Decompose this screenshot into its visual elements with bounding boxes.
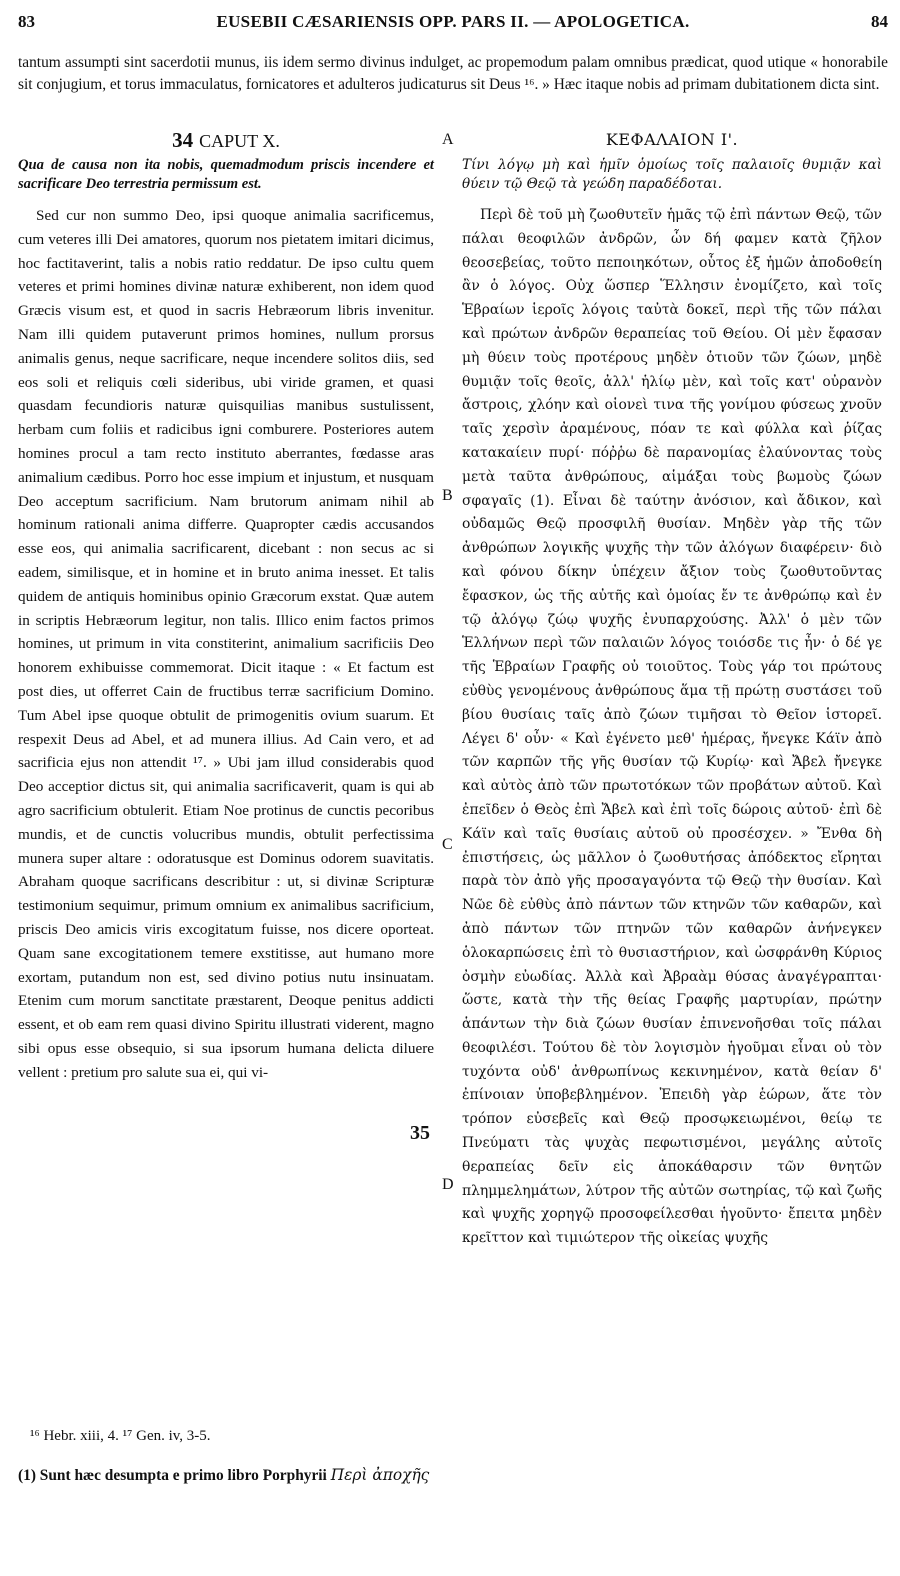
section-marker-c: C <box>442 836 453 853</box>
running-header <box>18 12 888 36</box>
section-marker-d: D <box>442 1176 454 1193</box>
page-number-right: 84 <box>871 12 888 31</box>
section-marker-a: A <box>442 131 454 148</box>
latin-body <box>18 204 434 1084</box>
column-number-34: 34 <box>172 128 194 152</box>
intro-paragraph <box>18 52 888 96</box>
greek-chapter-heading: ΚΕΦΑΛΑΙΟΝ Ι'. <box>605 130 739 149</box>
latin-chapter-title: CAPUT X. <box>199 131 280 151</box>
greek-column <box>462 128 882 1251</box>
latin-chapter-subtitle: Qua de causa non ita nobis, quemadmodum priscis incendere et sacrificare Deo terrestria permissum est. <box>18 157 434 192</box>
greek-body <box>462 204 882 1251</box>
latin-chapter-heading <box>18 128 434 152</box>
footnote-1-latin: (1) Sunt hæc desumpta e primo libro Porphyrii <box>18 1467 327 1484</box>
latin-column <box>18 128 434 1084</box>
footnote-1-greek: Περὶ ἀποχῆς <box>330 1466 430 1484</box>
latin-body-text: Sed cur non summo Deo, ipsi quoque animalia sacrificemus, cum veteres illi Dei amatores, quorum nos pietatem imitari dicimus, hoc factitaverint, talis a nobis ratio reddatur. De ipso cultu quem veteres et primi homines divinæ naturæ exhiberent, non idem quod Græcis visum est, et quod in sacris Hebræorum libris invenitur. Nam illi quidem putaverunt primos homines, nullum prorsus animalis genus, neque sacrificare, neque incendere solitos diis, sed eos soli et reliquis cœli sideribus, ubi viride gramen, et quasi quasdam fecundioris naturæ quisquilias manibus sustulissent, herbam cum foliis et radicibus igni comburere. Posteriores autem homines procul a tam recto instituto aberrantes, fœdasse aras animalium cædibus. Porro hoc esse impium et injustum, et nusquam Deo acceptum sacrificium. Nam brutorum animam nihil ab hominum rationali anima differre. Quapropter cædis accusandos esse eos, qui animalia sacrificarent, dicebant : non secus ac si eadem, similisque, et in homine et in bruto anima inesset. Et talis quidem de antiquis hominibus opinio Græcorum exstat. Quæ autem in scriptis Hebræorum legitur, non talis. Illico enim factos primos homines, ut primum in vita constiterint, animalium sacrificiis Deo honorem exhibuisse commemorat. Dicit itaque : « Et factum est post dies, ut offerret Cain de fructibus terræ sacrificium Domino. Tum Abel ipse quoque obtulit de primogenitis ovium suarum. Et respexit Deus ad Abel, et ad munera illius. Ad Cain vero, et ad sacrificia ejus non attendit ¹⁷. » Ubi jam illud considerabis quod Deo acceptior dictus sit, qui animalia sacrificaverit, quam is qui ab agro sacrificium obtulerit. Etiam Noe protinus de cunctis pecoribus mundis, et de cunctis volucribus mundis, obtulit perfectissima munera super altare : odoratusque est Dominus odorem suavitatis. Abraham quoque sacrificans describitur : ut, si divinæ Scripturæ testimonium sequimur, primum omnium ex animalibus sacrificium, priscis Deo amicis viris excogitatum fuisse, nos dicere oporteat. Quam sane excogitationem temere exstitisse, aut humano more exortam, putandum non est, sed divino potius nutu insinuatam. Etenim cum morum sanctitate præstarent, Deoque penitus addicti essent, et ob eam rem quasi divino Spiritu illustrati viderent, magno sibi opus esse obsequio, si sua ipsorum humana delicta diluere vellent : pretium pro salute sua ei, qui vi- <box>18 207 434 1081</box>
page-number-left: 83 <box>18 12 35 31</box>
column-number-35: 35 <box>410 1122 430 1144</box>
greek-body-text: Περὶ δὲ τοῦ μὴ ζωοθυτεῖν ἡμᾶς τῷ ἐπὶ πάντων Θεῷ, τῶν πάλαι θεοφιλῶν ἀνδρῶν, ὧν δή φαμεν κατὰ ζῆλον θεοσεβείας, τοῦτο πεποιηκότων, οὗτος ἐξ ἡμῶν ἀποδοθείη ἂν ὁ λόγος. Οὐχ ὥσπερ Ἕλλησιν ἐνομίζετο, καὶ τοῖς Ἑβραίων ἱεροῖς λόγοις ταὐτὰ δοκεῖ, περὶ τῆς τῶν πάλαι καὶ πρώτων ἀνδρῶν θεραπείας τοῦ Θείου. Οἱ μὲν ἔφασαν μὴ θύειν τοὺς προτέρους μηδὲν ὁτιοῦν τῶν ζώων, μηδὲ θυμιᾷν τοῖς θεοῖς, ἀλλ' ἡλίῳ μὲν, καὶ τοῖς κατ' οὐρανὸν ἄστροις, χλόην καὶ οἱονεὶ τινα τῆς γονίμου φύσεως χνοῦν ταῖς χερσὶν ἀραμένους, πόαν τε καὶ φύλλα καὶ ῥίζας κατακαίειν πυρί· πόῤῥω δὲ παρανομίας ἐλαύνοντας τοὺς μετὰ ταῦτα ἀνθρώπους, αἱμάξαι τοὺς βωμοὺς ζώων σφαγαῖς (1). Εἶναι δὲ ταύτην ἀνόσιον, καὶ ἄδικον, καὶ οὐδαμῶς Θεῷ προσφιλῆ θυσίαν. Μηδὲν γὰρ τῆς τῶν ἀνθρώπων λογικῆς ψυχῆς τὴν τῶν ἀλόγων διαφέρειν· διὸ καὶ φόνου δίκην ὑπέχειν ἄξιον τοὺς ζωοθυτοῦντας ἔφασκον, ὡς τῆς αὐτῆς καὶ ὁμοίας ἔν τε ἀνθρώπῳ καὶ ἐν τῷ ἀλόγῳ ζώῳ ψυχῆς ἐνυπαρχούσης. Ἀλλ' ὁ μὲν τῶν Ἑλλήνων περὶ τῶν παλαιῶν λόγος τοιόσδε τις ἦν· ὁ δέ γε τῆς Ἑβραίων Γραφῆς οὐ τοιοῦτος. Τοὺς γάρ τοι πρώτους εὐθὺς γενομένους ἀνθρώπους ἅμα τῇ πρώτῃ συστάσει τοῦ βίου θυσίαις ταῖς ἀπὸ ζώων τιμῆσαι τὸ Θεῖον ἱστορεῖ. Λέγει δ' οὖν· « Καὶ ἐγένετο μεθ' ἡμέρας, ἤνεγκε Κάϊν ἀπὸ τῶν καρπῶν τῆς γῆς θυσίαν τῷ Κυρίῳ· καὶ Ἄβελ ἤνεγκε καὶ αὐτὸς ἀπὸ τῶν πρωτοτόκων τῶν προβάτων αὐτοῦ. Καὶ ἐπεῖδεν ὁ Θεὸς ἐπὶ Ἄβελ καὶ ἐπὶ τοῖς δώροις αὐτοῦ· ἐπὶ δὲ Κάϊν καὶ ταῖς θυσίαις αὐτοῦ οὐ προσέσχεν. » Ἔνθα δὴ ἐπιστήσεις, ὡς μᾶλλον ὁ ζωοθυτήσας ἀπόδεκτος εἴρηται παρὰ τὸν ἀπὸ γῆς προσαγαγόντα τῷ Θεῷ τὴν θυσίαν. Καὶ Νῶε δὲ εὐθὺς ἀπὸ πάντων τῶν κτηνῶν τῶν καθαρῶν, καὶ ἀπὸ πάντων τῶν πτηνῶν τῶν καθαρῶν ἀνήνεγκεν ὁλοκαρπώσεις ἐπὶ τὸ θυσιαστήριον, καὶ ὠσφράνθη Κύριος ὀσμὴν εὐωδίας. Ἀλλὰ καὶ Ἀβραὰμ θύσας ἀναγέγραπται· ὥστε, κατὰ τὴν τῆς θείας Γραφῆς μαρτυρίαν, πρώτην ἁπάντων τὴν διὰ ζώων θυσίαν ἐπινενοῆσθαι τοῖς πάλαι θεοφιλέσι. Τούτου δὲ τὸν λογισμὸν ἡγοῦμαι εἶναι οὐ τὸν τυχόντα οὐδ' ἀνθρωπίνως κεκινημένον, κατὰ θείαν δ' ἐπίνοιαν ὑποβεβλημένον. Ἐπειδὴ γὰρ ἑώρων, ἅτε τὸν τρόπον εὐσεβεῖς καὶ Θεῷ προσῳκειωμένοι, θείῳ τε Πνεύματι τὰς ψυχὰς πεφωτισμένοι, μεγάλης αὐτοῖς θεραπείας δεῖν εἰς ἀποκάθαρσιν τῶν θνητῶν πλημμελημάτων, λύτρον τῆς αὐτῶν σωτηρίας, τῷ καὶ ζωῆς καὶ ψυχῆς χορηγῷ προσοφείλεσθαι ἡγοῦντο· ἔπειτα μηδὲν κρεῖττον καὶ τιμιώτερον τῆς οἰκείας ψυχῆς <box>462 207 882 1247</box>
running-title: EUSEBII CÆSARIENSIS OPP. PARS II. — APOLOGETICA. <box>216 12 690 31</box>
greek-chapter-subtitle: Τίνι λόγῳ μὴ καὶ ἡμῖν ὁμοίως τοῖς παλαιοῖς θυμιᾷν καὶ θύειν τῷ Θεῷ τὰ γεώδη παραδέδοται. <box>462 157 882 192</box>
section-marker-b: B <box>442 487 453 504</box>
footnote-16-17: ¹⁶ Hebr. xiii, 4. ¹⁷ Gen. iv, 3-5. <box>30 1428 211 1444</box>
footnote-1 <box>18 1466 429 1485</box>
intro-text: tantum assumpti sint sacerdotii munus, iis idem sermo divinus indulget, ac propemodum palam omnibus prædicat, quod utique « honorabile sit conjugium, et torus immaculatus, fornicatores et adulteros judicaturus sit Deus ¹⁶. » Hæc itaque nobis ad primam dubitationem dicta sint. <box>18 54 888 93</box>
